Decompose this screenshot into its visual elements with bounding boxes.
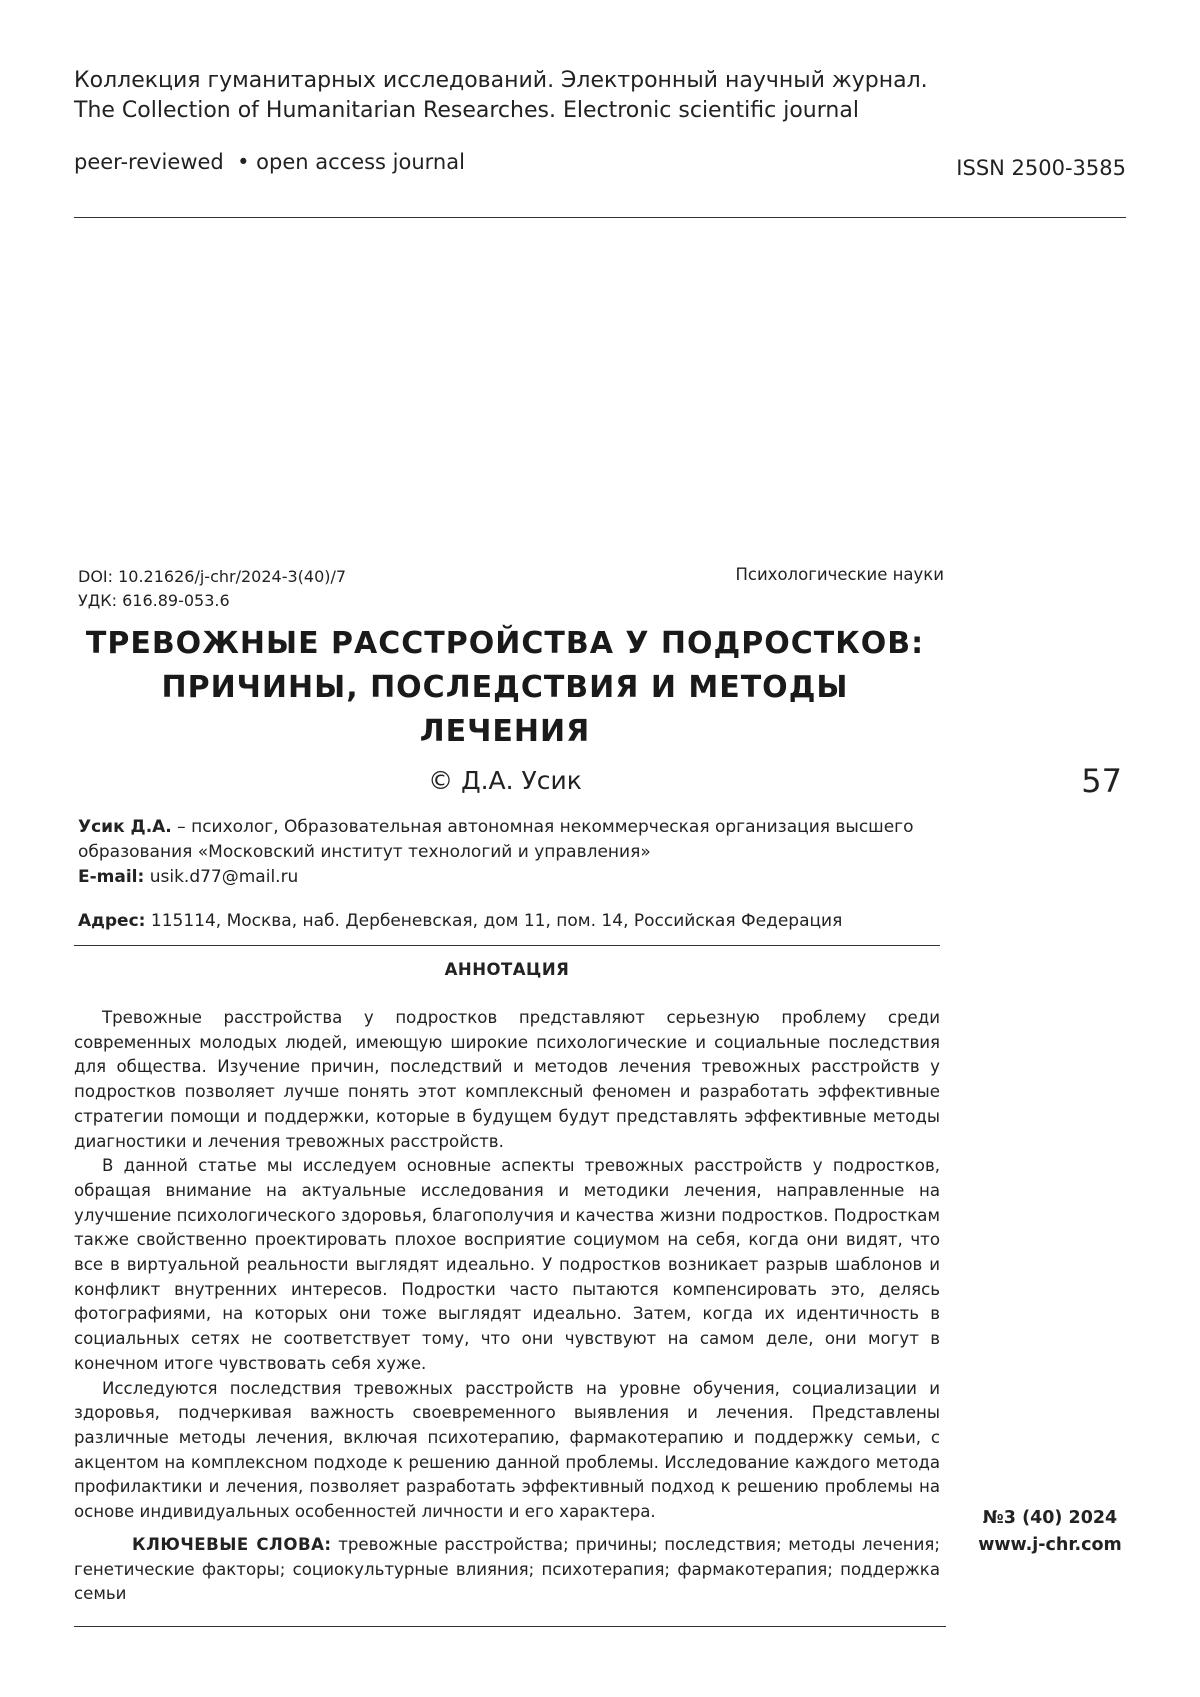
- issn: ISSN 2500-3585: [956, 156, 1126, 180]
- article-meta: [78, 565, 346, 613]
- abstract-heading: АННОТАЦИЯ: [444, 960, 570, 979]
- journal-name-ru: Коллекция гуманитарных исследований. Электронный научный журнал.: [74, 68, 928, 93]
- address-line: [78, 911, 948, 931]
- abstract-paragraph-3: Исследуются последствия тревожных расстройств на уровне обучения, социализации и здоровья, подчеркивая важность своевременного выявления и лечения. Представлены различные методы лечения, включая психотерапию, фармакотерапию и поддержку семьи, с акцентом на комплексном подходе к решению данной проблемы. Исследование каждого метода профилактики и лечения, позволяет разработать эффективный подход к решению проблемы на основе индивидуальных особенностей личности и его характера.: [74, 1378, 940, 1522]
- article-title: [74, 622, 936, 754]
- journal-name-en: The Collection of Humanitarian Researches. Electronic scientific journal: [74, 98, 859, 123]
- keywords-text: тревожные расстройства; причины; последствия; методы лечения; генетические факторы; социокультурные влияния; психотерапия; фармакотерапия; поддержка семьи: [74, 1535, 940, 1604]
- email-link[interactable]: usik.d77@mail.ru: [144, 867, 299, 887]
- affiliation-line: [78, 815, 948, 865]
- title-line-3: ЛЕЧЕНИЯ: [419, 714, 591, 749]
- address-text: 115114, Москва, наб. Дербеневская, дом 11, пом. 14, Российская Федерация: [145, 911, 843, 931]
- journal-name: [74, 66, 928, 126]
- page-number: 57: [1081, 762, 1122, 800]
- udk: УДК: 616.89-053.6: [78, 591, 230, 610]
- issue-info: [975, 1505, 1125, 1559]
- title-line-1: ТРЕВОЖНЫЕ РАССТРОЙСТВА У ПОДРОСТКОВ:: [85, 626, 925, 661]
- author-affiliation: [78, 815, 948, 890]
- doi[interactable]: DOI: 10.21626/j-chr/2024-3(40)/7: [78, 567, 347, 586]
- email-label: E-mail:: [78, 867, 145, 887]
- address-label: Адрес:: [78, 911, 146, 931]
- subject-section: Психологические науки: [735, 565, 944, 584]
- author-byline: © Д.А. Усик: [428, 766, 582, 795]
- footer-divider: [74, 1626, 946, 1627]
- author-name: Усик Д.А.: [78, 817, 172, 837]
- keywords-label: КЛЮЧЕВЫЕ СЛОВА:: [132, 1535, 332, 1554]
- keywords: [74, 1533, 940, 1607]
- title-line-2: ПРИЧИНЫ, ПОСЛЕДСТВИЯ И МЕТОДЫ: [161, 670, 849, 705]
- issue-number: №3 (40) 2024: [982, 1508, 1118, 1528]
- abstract-paragraph-1: Тревожные расстройства у подростков представляют серьезную проблему среди современных молодых людей, имеющую широкие психологические и социальные последствия для общества. Изучение причин, последствий и методов лечения тревожных расстройств у подростков позволяет лучше понять этот комплексный феномен и разработать эффективные стратегии помощи и поддержки, которые в будущем будут представлять эффективные методы диагностики и лечения тревожных расстройств.: [74, 1008, 940, 1151]
- affiliation-divider: [74, 945, 940, 946]
- abstract-body: [74, 1006, 940, 1525]
- email-line: [78, 865, 948, 890]
- header-divider: [74, 217, 1126, 218]
- abstract-paragraph-2: В данной статье мы исследуем основные аспекты тревожных расстройств у подростков, обращая внимание на актуальные исследования и методики лечения, направленные на улучшение психологического здоровья, благополучия и качества жизни подростков. Подросткам также свойственно проектировать плохое восприятие социумом на себя, когда они видят, что все в виртуальной реальности выглядят идеально. У подростков возникает разрыв шаблонов и конфликт внутренних интересов. Подростки часто пытаются компенсировать это, делясь фотографиями, на которых они тоже выглядят идеально. Затем, когда их идентичность в социальных сетях не соответствует тому, что они чувствуют на самом деле, они могут в конечном итоге чувствовать себя хуже.: [74, 1156, 940, 1373]
- affiliation-text: – психолог, Образовательная автономная некоммерческая организация высшего образования «Московский институт технологий и управления»: [78, 817, 914, 862]
- journal-website[interactable]: www.j-chr.com: [978, 1535, 1122, 1555]
- peer-reviewed-label: peer-reviewed • open access journal: [74, 150, 465, 174]
